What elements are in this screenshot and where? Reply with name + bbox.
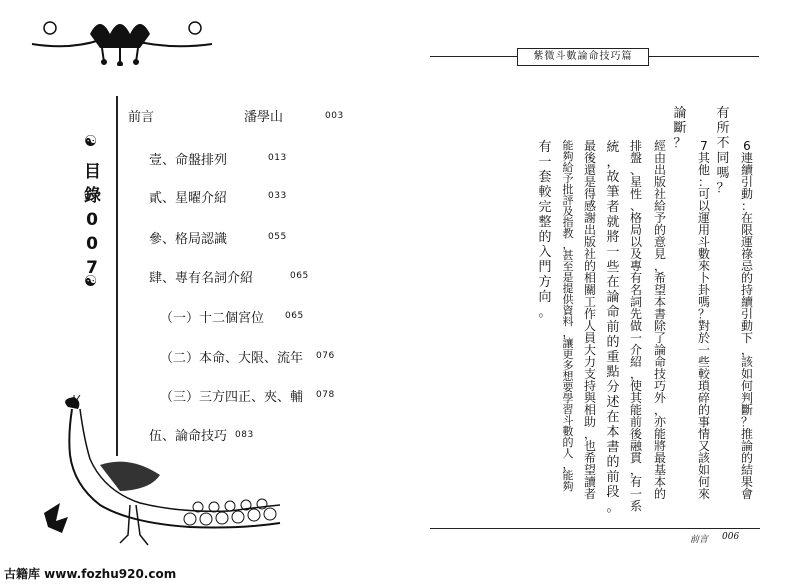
- text-char: 段: [606, 485, 620, 500]
- text-char: 能: [653, 427, 666, 441]
- text-char: 甚: [562, 249, 574, 262]
- text-char: 推: [740, 427, 753, 441]
- text-char: 格: [629, 211, 642, 225]
- text-char: ？: [673, 136, 687, 151]
- text-char: 套: [538, 170, 552, 185]
- text-char: 外: [653, 391, 666, 405]
- text-char: 讓: [562, 337, 574, 350]
- text-char: 用: [697, 223, 710, 237]
- text-char: 來: [697, 259, 710, 273]
- text-char: 能: [629, 403, 642, 417]
- text-char: 事: [697, 415, 710, 429]
- text-char: 排: [629, 139, 642, 153]
- text-char: 詞: [629, 295, 642, 309]
- text-column: [537, 140, 553, 320]
- toc-item[interactable]: 壹、命盤排列: [149, 153, 228, 168]
- text-char: 本: [653, 295, 666, 309]
- text-char: 關: [583, 283, 596, 297]
- text-char: 將: [606, 230, 620, 245]
- text-char: 是: [562, 271, 574, 284]
- toc-page: 033: [268, 191, 287, 201]
- text-char: 持: [740, 283, 753, 297]
- text-char: 習: [562, 403, 574, 416]
- text-char: 的: [583, 259, 596, 273]
- floral-ornament: [30, 14, 215, 66]
- text-char: 數: [697, 247, 710, 261]
- toc-item-preface[interactable]: 前言: [128, 110, 155, 125]
- text-char: 嗎: [716, 166, 730, 181]
- toc-item[interactable]: 參、格局認識: [149, 232, 228, 247]
- toc-page: 083: [235, 430, 254, 440]
- text-char: 要: [562, 381, 574, 394]
- watermark: 古籍库 www.fozhu920.com: [4, 567, 177, 581]
- text-char: 局: [629, 223, 642, 237]
- text-char: 續: [740, 295, 753, 309]
- text-column: [672, 106, 688, 151]
- text-char: 故: [606, 170, 620, 185]
- text-char: 運: [697, 211, 710, 225]
- text-char: 謝: [583, 211, 596, 225]
- text-char: 支: [583, 367, 596, 381]
- text-char: 版: [583, 235, 596, 249]
- toc-page: 076: [316, 351, 335, 361]
- text-char: 巧: [653, 379, 666, 393]
- text-char: 後: [629, 427, 642, 441]
- text-char: ：: [740, 199, 753, 213]
- text-char: 評: [562, 194, 574, 207]
- text-char: ？: [740, 415, 753, 429]
- text-char: 的: [740, 271, 753, 285]
- text-char: 情: [697, 427, 710, 441]
- text-char: 性: [629, 187, 642, 201]
- text-char: 限: [740, 223, 753, 237]
- text-char: 命: [653, 355, 666, 369]
- text-char: 在: [606, 410, 620, 425]
- text-char: 專: [629, 259, 642, 273]
- text-char: 亦: [653, 415, 666, 429]
- text-char: 希: [583, 451, 596, 465]
- text-column: [696, 140, 712, 500]
- text-char: 的: [538, 230, 552, 245]
- text-char: 夠: [562, 480, 574, 493]
- text-char: 書: [653, 307, 666, 321]
- text-char: 在: [606, 275, 620, 290]
- text-char: ，: [653, 259, 666, 273]
- text-char: 最: [653, 451, 666, 465]
- text-char: 社: [583, 247, 596, 261]
- text-char: 以: [697, 199, 710, 213]
- text-char: 更: [562, 348, 574, 361]
- text-column: [628, 140, 644, 512]
- text-char: 有: [629, 271, 642, 285]
- text-char: 點: [606, 365, 620, 380]
- text-column: [560, 140, 576, 492]
- text-char: 何: [697, 475, 710, 489]
- text-char: 分: [606, 380, 620, 395]
- text-char: 與: [583, 391, 596, 405]
- text-char: 該: [697, 451, 710, 465]
- text-char: 較: [538, 185, 552, 200]
- text-char: 結: [740, 463, 753, 477]
- text-char: 前: [606, 320, 620, 335]
- text-char: 盤: [629, 151, 642, 165]
- text-char: 的: [606, 455, 620, 470]
- text-char: 下: [740, 331, 753, 345]
- text-char: 入: [538, 245, 552, 260]
- text-char: 人: [583, 319, 596, 333]
- text-column: [739, 140, 755, 500]
- text-char: 筆: [606, 185, 620, 200]
- toc-item[interactable]: （一）十二個宮位: [160, 311, 265, 326]
- text-char: 論: [606, 290, 620, 305]
- text-char: 向: [538, 290, 552, 305]
- toc-page: 013: [268, 153, 287, 163]
- text-char: 斷: [740, 403, 753, 417]
- toc-item[interactable]: 伍、論命技巧: [149, 429, 228, 444]
- text-char: 動: [740, 187, 753, 201]
- text-char: 多: [562, 359, 574, 372]
- text-char: 該: [740, 355, 753, 369]
- text-char: ，: [562, 238, 574, 251]
- text-char: ，: [629, 367, 642, 381]
- peacock-illustration: [40, 395, 290, 555]
- text-char: 系: [629, 499, 642, 513]
- text-char: 本: [653, 475, 666, 489]
- text-char: 7: [700, 139, 708, 153]
- toc-author: 潘學山: [244, 110, 284, 125]
- text-char: 門: [538, 260, 552, 275]
- text-char: 重: [606, 350, 620, 365]
- header-rule: [649, 56, 759, 57]
- toc-page: 003: [325, 111, 344, 121]
- text-char: 的: [740, 451, 753, 465]
- text-char: 來: [697, 487, 710, 501]
- text-char: 的: [697, 403, 710, 417]
- text-char: 讀: [583, 475, 596, 489]
- toc-item[interactable]: 貳、星曜介紹: [149, 191, 228, 206]
- text-char: 引: [740, 175, 753, 189]
- text-char: 能: [562, 469, 574, 482]
- text-char: 一: [606, 245, 620, 260]
- text-char: 融: [629, 439, 642, 453]
- text-char: 望: [583, 463, 596, 477]
- text-char: 使: [629, 379, 642, 393]
- text-char: 卜: [697, 271, 710, 285]
- text-char: 能: [562, 139, 574, 152]
- text-char: 動: [740, 319, 753, 333]
- text-char: 的: [653, 223, 666, 237]
- text-char: 相: [583, 271, 596, 285]
- text-char: 些: [606, 260, 620, 275]
- text-char: 如: [740, 367, 753, 381]
- text-char: 的: [653, 487, 666, 501]
- toc-item[interactable]: 肆、專有名詞介紹: [149, 271, 254, 286]
- text-char: 員: [583, 331, 596, 345]
- toc-item[interactable]: （三）三方四正、夾、輔: [160, 390, 304, 405]
- text-char: 有: [716, 106, 730, 121]
- text-char: 述: [606, 395, 620, 410]
- text-char: 料: [562, 315, 574, 328]
- text-char: 論: [673, 106, 687, 121]
- text-char: 有: [629, 475, 642, 489]
- text-char: 連: [740, 151, 753, 165]
- text-char: 出: [583, 223, 596, 237]
- text-char: 望: [653, 283, 666, 297]
- text-char: 見: [653, 247, 666, 261]
- text-char: 相: [583, 403, 596, 417]
- text-char: 人: [562, 447, 574, 460]
- text-column: [715, 106, 731, 196]
- text-char: 祿: [740, 247, 753, 261]
- text-char: 技: [653, 367, 666, 381]
- text-char: 會: [740, 487, 753, 501]
- text-char: 除: [653, 319, 666, 333]
- text-char: 作: [583, 307, 596, 321]
- text-char: 最: [583, 139, 596, 153]
- text-char: ，: [562, 326, 574, 339]
- text-char: 者: [583, 487, 596, 501]
- text-char: 如: [697, 463, 710, 477]
- text-char: 可: [697, 187, 710, 201]
- text-char: 希: [653, 271, 666, 285]
- text-char: 忌: [740, 259, 753, 273]
- text-char: 本: [606, 425, 620, 440]
- text-char: 批: [562, 183, 574, 196]
- footer-label: 前言: [690, 535, 709, 545]
- text-char: 一: [697, 343, 710, 357]
- text-char: 也: [583, 439, 596, 453]
- text-char: ，: [740, 343, 753, 357]
- text-char: 他: [697, 163, 710, 177]
- text-char: 基: [653, 463, 666, 477]
- text-char: 統: [606, 140, 620, 155]
- text-char: 嗎: [697, 295, 710, 309]
- text-char: 。: [538, 305, 552, 320]
- text-char: 力: [583, 355, 596, 369]
- text-char: 6: [743, 139, 751, 153]
- text-char: 及: [629, 247, 642, 261]
- text-char: 的: [606, 335, 620, 350]
- text-char: 碎: [697, 391, 710, 405]
- text-char: 給: [653, 199, 666, 213]
- text-char: 工: [583, 295, 596, 309]
- toc-page: 065: [285, 311, 304, 321]
- toc-item[interactable]: （二）本命、大限、流年: [160, 351, 304, 366]
- text-char: 其: [629, 391, 642, 405]
- text-char: 至: [562, 260, 574, 273]
- text-char: 果: [740, 475, 753, 489]
- text-char: 前: [629, 415, 642, 429]
- text-char: 就: [606, 215, 620, 230]
- text-char: 出: [653, 163, 666, 177]
- text-char: 何: [740, 379, 753, 393]
- header-rule: [430, 56, 517, 57]
- text-char: 整: [538, 215, 552, 230]
- text-char: ，: [583, 427, 596, 441]
- text-char: 經: [653, 139, 666, 153]
- text-char: 大: [583, 343, 596, 357]
- text-char: 供: [562, 293, 574, 306]
- text-char: 論: [740, 439, 753, 453]
- text-char: 給: [562, 161, 574, 174]
- text-char: 判: [740, 391, 753, 405]
- text-char: 些: [697, 355, 710, 369]
- text-char: 命: [606, 305, 620, 320]
- text-char: 斗: [697, 235, 710, 249]
- text-char: 。: [606, 500, 620, 515]
- text-char: 一: [629, 487, 642, 501]
- toc-title: 目 錄 0 0 7: [84, 162, 101, 278]
- toc-page: 078: [316, 390, 335, 400]
- text-char: 對: [697, 319, 710, 333]
- text-char: 瑣: [697, 379, 710, 393]
- text-char: 夠: [562, 150, 574, 163]
- text-char: 的: [562, 436, 574, 449]
- text-char: 由: [653, 151, 666, 165]
- text-char: 一: [629, 331, 642, 345]
- text-char: 在: [740, 211, 753, 225]
- text-char: 續: [740, 163, 753, 177]
- text-char: 不: [716, 136, 730, 151]
- text-char: 及: [562, 205, 574, 218]
- text-char: 有: [538, 140, 552, 155]
- text-char: 社: [653, 187, 666, 201]
- text-char: 書: [606, 440, 620, 455]
- text-char: 做: [629, 319, 642, 333]
- text-char: 、: [629, 163, 642, 177]
- page-number: 006: [722, 532, 740, 542]
- text-char: 又: [697, 439, 710, 453]
- text-char: 先: [629, 307, 642, 321]
- text-char: 較: [697, 367, 710, 381]
- text-char: ，: [653, 403, 666, 417]
- footer-rule: [430, 528, 760, 529]
- text-char: 意: [653, 235, 666, 249]
- text-char: 教: [562, 227, 574, 240]
- text-char: ？: [716, 181, 730, 196]
- text-column: [652, 140, 668, 500]
- text-char: 星: [629, 175, 642, 189]
- text-char: 卦: [697, 283, 710, 297]
- text-char: 予: [653, 211, 666, 225]
- text-char: 持: [583, 379, 596, 393]
- text-char: 了: [653, 331, 666, 345]
- text-char: 學: [562, 392, 574, 405]
- text-char: 以: [629, 235, 642, 249]
- text-char: 貫: [629, 451, 642, 465]
- yin-yang-icon: ☯: [84, 132, 98, 150]
- text-char: 指: [562, 216, 574, 229]
- text-char: 助: [583, 415, 596, 429]
- text-char: 完: [538, 200, 552, 215]
- text-char: 前: [606, 470, 620, 485]
- text-char: 後: [583, 151, 596, 165]
- text-char: 想: [562, 370, 574, 383]
- yin-yang-icon: ☯: [84, 272, 98, 290]
- text-char: ，: [562, 458, 574, 471]
- text-char: 資: [562, 304, 574, 317]
- toc-page: 065: [290, 271, 309, 281]
- text-char: 論: [653, 343, 666, 357]
- text-char: ？: [697, 307, 710, 321]
- text-char: 方: [538, 275, 552, 290]
- running-header: 紫微斗數論命技巧篇: [517, 48, 649, 66]
- text-char: 是: [583, 175, 596, 189]
- text-char: 提: [562, 282, 574, 295]
- text-column: [582, 140, 598, 500]
- text-char: 予: [562, 172, 574, 185]
- text-char: 所: [716, 121, 730, 136]
- text-char: 同: [716, 151, 730, 166]
- text-char: 斷: [673, 121, 687, 136]
- text-char: 一: [538, 155, 552, 170]
- text-char: 名: [629, 283, 642, 297]
- text-char: 引: [740, 307, 753, 321]
- text-char: 將: [653, 439, 666, 453]
- text-char: 斗: [562, 414, 574, 427]
- text-char: 者: [606, 200, 620, 215]
- text-char: 數: [562, 425, 574, 438]
- text-char: 運: [740, 235, 753, 249]
- text-char: 得: [583, 187, 596, 201]
- text-char: 介: [629, 343, 642, 357]
- text-char: 版: [653, 175, 666, 189]
- text-column: [605, 140, 621, 515]
- text-char: ：: [697, 175, 710, 189]
- text-char: 於: [697, 331, 710, 345]
- text-char: 感: [583, 199, 596, 213]
- text-char: 還: [583, 163, 596, 177]
- toc-page: 055: [268, 232, 287, 242]
- text-char: 、: [629, 199, 642, 213]
- text-char: 其: [697, 151, 710, 165]
- text-char: ，: [606, 155, 620, 170]
- text-char: 紹: [629, 355, 642, 369]
- text-char: ，: [629, 463, 642, 477]
